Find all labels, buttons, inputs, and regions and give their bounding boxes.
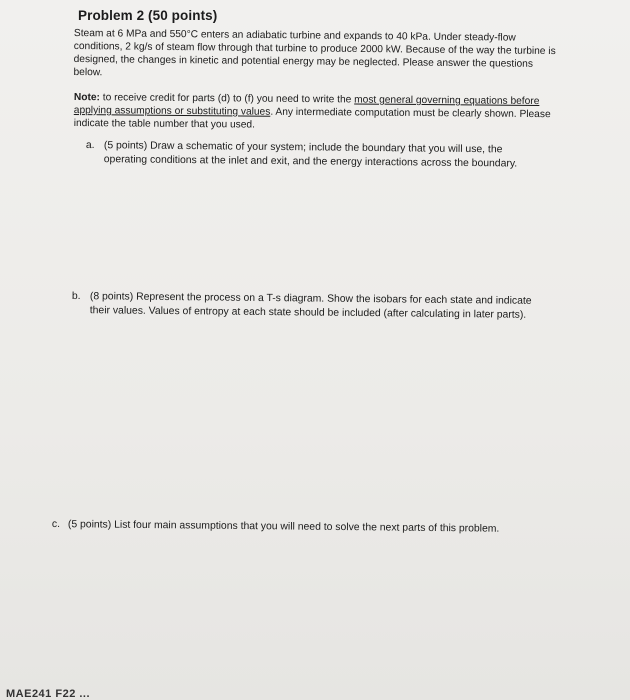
problem-intro: Steam at 6 MPa and 550°C enters an adiabatic turbine and expands to 40 kPa. Under steady-flow conditions, 2 kg/s of steam flow through that turbine to produce 2000 kW. Because of the way the turbine is designed, the changes in kinetic and potential energy may be neglected. Please answer the questions below. [73, 27, 556, 79]
note-post: . Any intermediate computation must be clearly shown. Please indicate the table number that you used. [73, 106, 551, 131]
part-c [51, 518, 562, 535]
part-a-text: (5 points) Draw a schematic of your system; include the boundary that you will use, the operating conditions at the inlet and exit, and the energy interactions across the boundary. [103, 140, 518, 170]
problem-note [74, 91, 560, 134]
part-c-label: c. [51, 518, 61, 531]
problem-title: Problem 2 (50 points) [78, 8, 218, 23]
part-b-text: (8 points) Represent the process on a T-s diagram. Show the isobars for each state and indicate their values. Values of entropy at each state should be included (after calculating in later parts). [89, 291, 532, 321]
page-footer: MAE241 F22 ... [6, 688, 91, 700]
part-a [85, 139, 526, 170]
note-pre: to receive credit for parts (d) to (f) you need to write the [99, 92, 355, 106]
part-b-label: b. [71, 290, 81, 303]
note-underlined: most general governing equations before applying assumptions or substituting values [73, 94, 540, 118]
part-a-label: a. [85, 139, 95, 152]
note-label: Note: [73, 91, 101, 104]
part-b [71, 290, 552, 321]
part-c-text: (5 points) List four main assumptions that you will need to solve the next parts of this problem. [67, 519, 500, 535]
